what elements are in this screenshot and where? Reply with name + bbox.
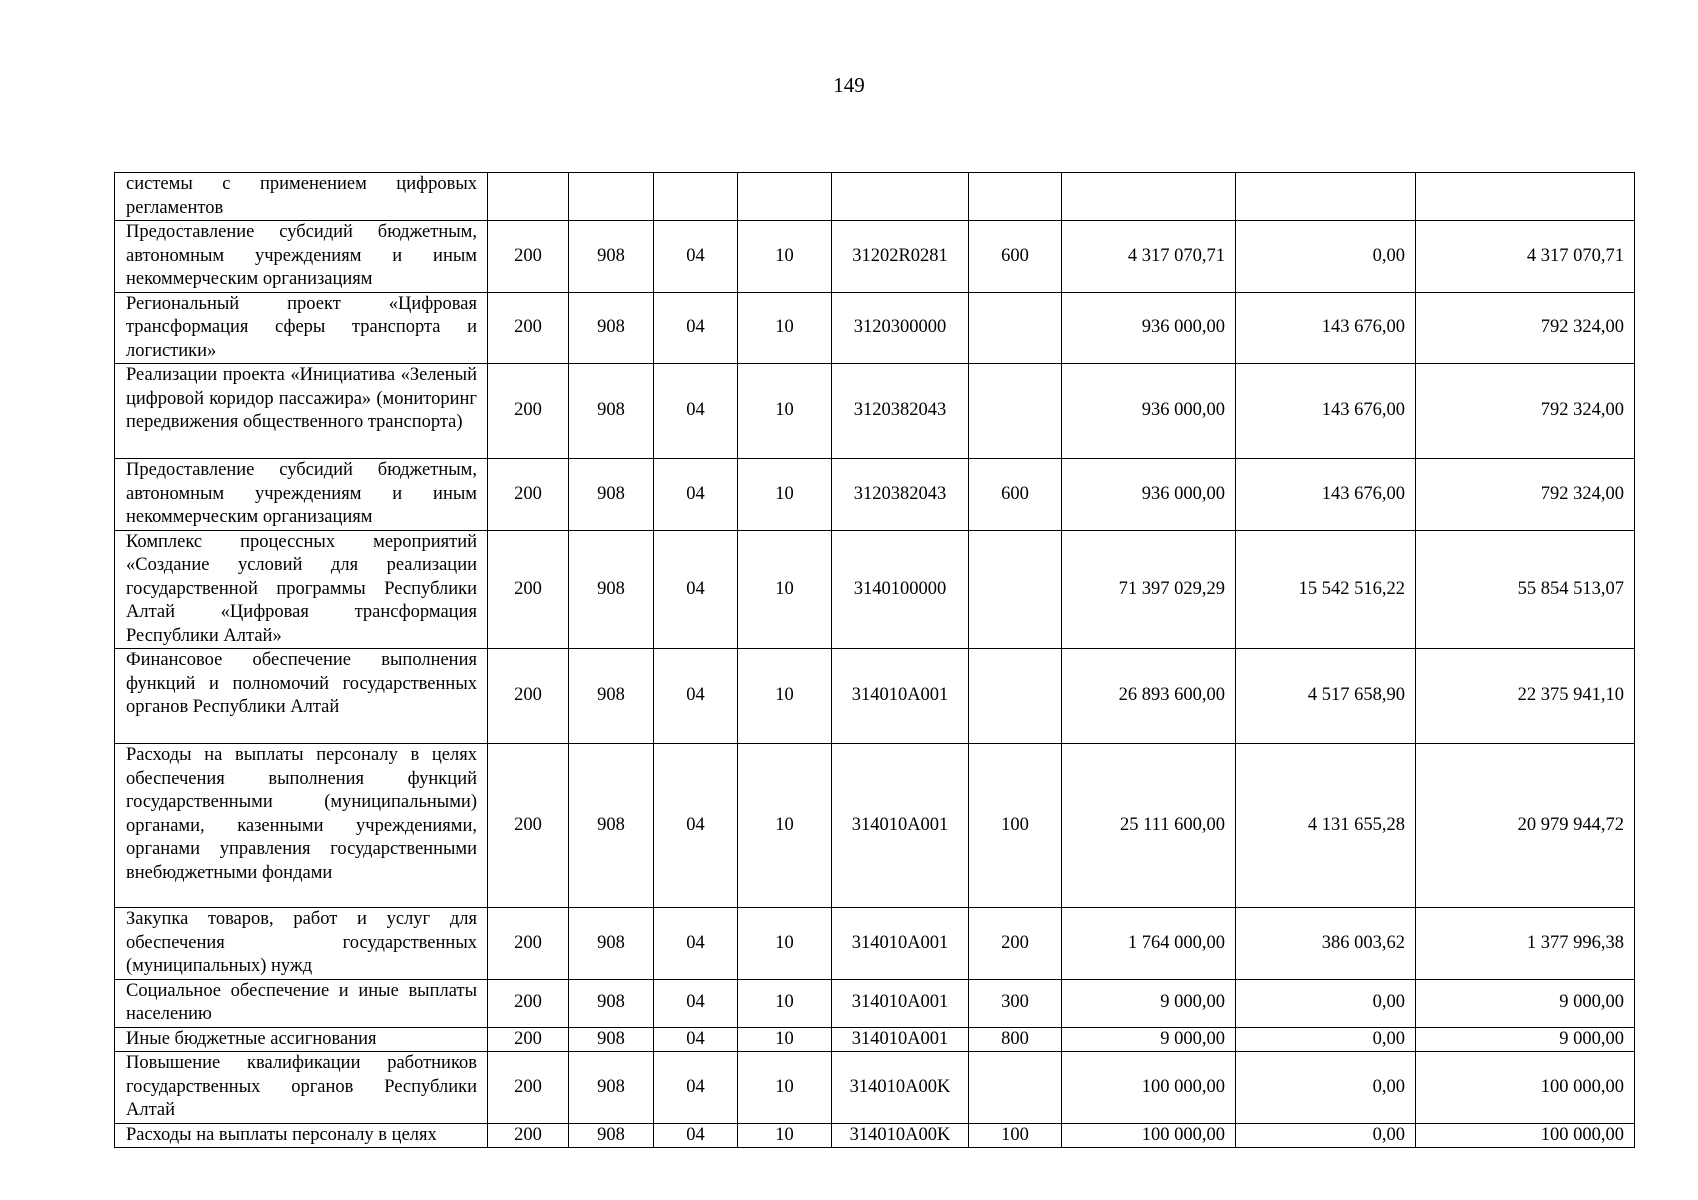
code-cell: 200 [488, 221, 569, 293]
expense-name-cell: Предоставление субсидий бюджетным, автономным учреждениям и иным некоммерческим организациям [115, 221, 488, 293]
amount-cell: 1 377 996,38 [1416, 908, 1635, 980]
budget-table [114, 172, 1635, 1148]
amount-cell: 0,00 [1236, 1052, 1416, 1124]
table-body [115, 173, 1635, 1148]
code-cell: 200 [488, 364, 569, 459]
expense-name-cell: Финансовое обеспечение выполнения функций и полномочий государственных органов Республики Алтай [115, 649, 488, 744]
amount-cell: 25 111 600,00 [1062, 744, 1236, 908]
target-article-cell: 314010A001 [832, 979, 969, 1027]
target-article-cell: 314010A001 [832, 649, 969, 744]
expense-type-cell: 100 [969, 1123, 1062, 1148]
subsection-cell: 10 [738, 649, 832, 744]
subsection-cell: 10 [738, 221, 832, 293]
expense-type-cell [969, 173, 1062, 221]
subsection-cell: 10 [738, 530, 832, 649]
amount-cell: 22 375 941,10 [1416, 649, 1635, 744]
amount-cell: 143 676,00 [1236, 364, 1416, 459]
amount-cell: 4 317 070,71 [1416, 221, 1635, 293]
expense-name-cell: Иные бюджетные ассигнования [115, 1027, 488, 1052]
amount-cell: 9 000,00 [1062, 1027, 1236, 1052]
target-article-cell: 314010A00K [832, 1052, 969, 1124]
ministry-code-cell: 908 [569, 908, 654, 980]
target-article-cell: 314010A001 [832, 908, 969, 980]
expense-type-cell [969, 292, 1062, 364]
table-row [115, 459, 1635, 531]
table-row [115, 364, 1635, 459]
ministry-code-cell: 908 [569, 221, 654, 293]
amount-cell: 26 893 600,00 [1062, 649, 1236, 744]
code-cell: 200 [488, 649, 569, 744]
table-row [115, 1052, 1635, 1124]
expense-type-cell [969, 1052, 1062, 1124]
target-article-cell: 314010A001 [832, 744, 969, 908]
target-article-cell: 314010A00K [832, 1123, 969, 1148]
expense-name-cell: Предоставление субсидий бюджетным, автономным учреждениям и иным некоммерческим организациям [115, 459, 488, 531]
section-cell: 04 [654, 1027, 738, 1052]
expense-name-cell: Региональный проект «Цифровая трансформация сферы транспорта и логистики» [115, 292, 488, 364]
code-cell: 200 [488, 459, 569, 531]
expense-name-cell: Реализации проекта «Инициатива «Зеленый цифровой коридор пассажира» (мониторинг передвижения общественного транспорта) [115, 364, 488, 459]
amount-cell: 0,00 [1236, 979, 1416, 1027]
target-article-cell: 3120300000 [832, 292, 969, 364]
target-article-cell: 31202R0281 [832, 221, 969, 293]
amount-cell: 15 542 516,22 [1236, 530, 1416, 649]
ministry-code-cell: 908 [569, 364, 654, 459]
amount-cell: 936 000,00 [1062, 459, 1236, 531]
amount-cell: 792 324,00 [1416, 459, 1635, 531]
amount-cell: 100 000,00 [1416, 1123, 1635, 1148]
expense-type-cell: 300 [969, 979, 1062, 1027]
table-row [115, 292, 1635, 364]
target-article-cell [832, 173, 969, 221]
expense-name-cell: системы с применением цифровых регламентов [115, 173, 488, 221]
amount-cell: 71 397 029,29 [1062, 530, 1236, 649]
amount-cell: 9 000,00 [1062, 979, 1236, 1027]
code-cell: 200 [488, 292, 569, 364]
table-row [115, 1123, 1635, 1148]
amount-cell: 4 131 655,28 [1236, 744, 1416, 908]
section-cell: 04 [654, 221, 738, 293]
table-row [115, 979, 1635, 1027]
section-cell: 04 [654, 1052, 738, 1124]
code-cell: 200 [488, 530, 569, 649]
table-row [115, 744, 1635, 908]
ministry-code-cell: 908 [569, 530, 654, 649]
code-cell: 200 [488, 979, 569, 1027]
amount-cell: 1 764 000,00 [1062, 908, 1236, 980]
ministry-code-cell: 908 [569, 292, 654, 364]
section-cell: 04 [654, 979, 738, 1027]
expense-name-cell: Расходы на выплаты персоналу в целях [115, 1123, 488, 1148]
table-row [115, 649, 1635, 744]
code-cell: 200 [488, 1027, 569, 1052]
ministry-code-cell: 908 [569, 459, 654, 531]
section-cell: 04 [654, 1123, 738, 1148]
subsection-cell: 10 [738, 1123, 832, 1148]
target-article-cell: 3120382043 [832, 364, 969, 459]
subsection-cell: 10 [738, 744, 832, 908]
subsection-cell: 10 [738, 1027, 832, 1052]
expense-name-cell: Закупка товаров, работ и услуг для обеспечения государственных (муниципальных) нужд [115, 908, 488, 980]
amount-cell: 9 000,00 [1416, 979, 1635, 1027]
target-article-cell: 314010A001 [832, 1027, 969, 1052]
amount-cell: 143 676,00 [1236, 292, 1416, 364]
ministry-code-cell: 908 [569, 744, 654, 908]
amount-cell: 4 317 070,71 [1062, 221, 1236, 293]
expense-name-cell: Социальное обеспечение и иные выплаты населению [115, 979, 488, 1027]
ministry-code-cell [569, 173, 654, 221]
amount-cell: 9 000,00 [1416, 1027, 1635, 1052]
amount-cell: 100 000,00 [1062, 1052, 1236, 1124]
code-cell [488, 173, 569, 221]
expense-type-cell [969, 649, 1062, 744]
page-number: 149 [833, 73, 865, 97]
amount-cell: 100 000,00 [1416, 1052, 1635, 1124]
amount-cell: 55 854 513,07 [1416, 530, 1635, 649]
code-cell: 200 [488, 1052, 569, 1124]
amount-cell [1416, 173, 1635, 221]
amount-cell: 0,00 [1236, 1123, 1416, 1148]
amount-cell: 792 324,00 [1416, 364, 1635, 459]
section-cell: 04 [654, 649, 738, 744]
expense-type-cell: 200 [969, 908, 1062, 980]
expense-type-cell: 600 [969, 459, 1062, 531]
subsection-cell: 10 [738, 979, 832, 1027]
subsection-cell: 10 [738, 364, 832, 459]
expense-type-cell: 800 [969, 1027, 1062, 1052]
ministry-code-cell: 908 [569, 649, 654, 744]
target-article-cell: 3140100000 [832, 530, 969, 649]
code-cell: 200 [488, 1123, 569, 1148]
amount-cell: 4 517 658,90 [1236, 649, 1416, 744]
table-row [115, 1027, 1635, 1052]
subsection-cell: 10 [738, 908, 832, 980]
table-row [115, 530, 1635, 649]
table-row [115, 908, 1635, 980]
amount-cell: 386 003,62 [1236, 908, 1416, 980]
subsection-cell: 10 [738, 459, 832, 531]
section-cell [654, 173, 738, 221]
ministry-code-cell: 908 [569, 979, 654, 1027]
table-row [115, 221, 1635, 293]
section-cell: 04 [654, 908, 738, 980]
section-cell: 04 [654, 364, 738, 459]
amount-cell: 0,00 [1236, 221, 1416, 293]
subsection-cell [738, 173, 832, 221]
subsection-cell: 10 [738, 292, 832, 364]
section-cell: 04 [654, 744, 738, 908]
amount-cell: 20 979 944,72 [1416, 744, 1635, 908]
table-row [115, 173, 1635, 221]
expense-name-cell: Повышение квалификации работников государственных органов Республики Алтай [115, 1052, 488, 1124]
subsection-cell: 10 [738, 1052, 832, 1124]
expense-name-cell: Расходы на выплаты персоналу в целях обеспечения выполнения функций государственными (муниципальными) органами, казенными учреждениями, органами управления государственными внебюджетными фондами [115, 744, 488, 908]
expense-type-cell [969, 364, 1062, 459]
code-cell: 200 [488, 908, 569, 980]
target-article-cell: 3120382043 [832, 459, 969, 531]
amount-cell: 0,00 [1236, 1027, 1416, 1052]
section-cell: 04 [654, 292, 738, 364]
amount-cell [1236, 173, 1416, 221]
code-cell: 200 [488, 744, 569, 908]
expense-name-cell: Комплекс процессных мероприятий «Создание условий для реализации государственной программы Республики Алтай «Цифровая трансформация Республики Алтай» [115, 530, 488, 649]
ministry-code-cell: 908 [569, 1123, 654, 1148]
ministry-code-cell: 908 [569, 1027, 654, 1052]
amount-cell: 143 676,00 [1236, 459, 1416, 531]
expense-type-cell: 600 [969, 221, 1062, 293]
ministry-code-cell: 908 [569, 1052, 654, 1124]
expense-type-cell: 100 [969, 744, 1062, 908]
amount-cell: 100 000,00 [1062, 1123, 1236, 1148]
amount-cell: 792 324,00 [1416, 292, 1635, 364]
section-cell: 04 [654, 459, 738, 531]
section-cell: 04 [654, 530, 738, 649]
expense-type-cell [969, 530, 1062, 649]
amount-cell [1062, 173, 1236, 221]
amount-cell: 936 000,00 [1062, 292, 1236, 364]
amount-cell: 936 000,00 [1062, 364, 1236, 459]
